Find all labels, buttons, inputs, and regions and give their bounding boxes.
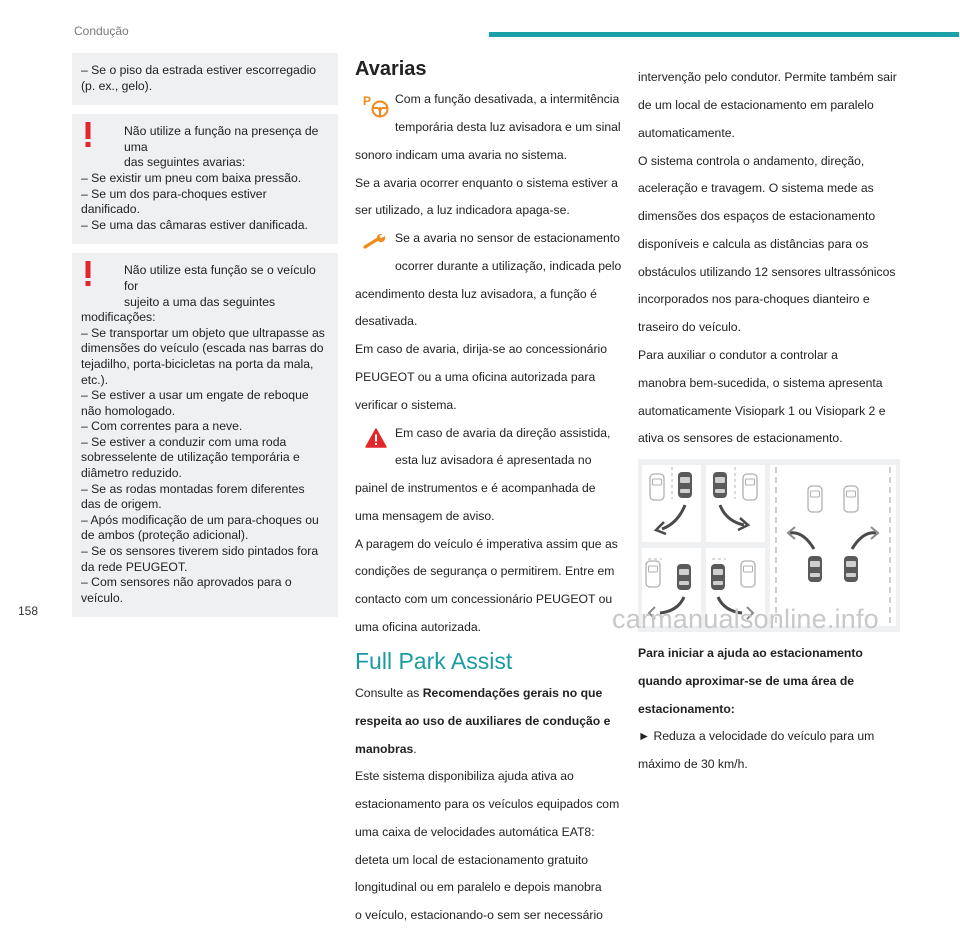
intro-text: Consulte as [355, 686, 423, 700]
text-line: Este sistema disponibiliza ajuda ativa ao [355, 769, 574, 784]
section-title-avarias: Avarias [355, 58, 427, 80]
text-line: não homologado. [81, 403, 176, 418]
text-line: ocorrer durante a utilização, indicada pelo [395, 258, 622, 273]
text-line: modificações: [81, 310, 156, 325]
wrench-icon [363, 234, 389, 255]
text-line: temporária desta luz avisadora e um sinal [395, 119, 621, 134]
text-line: máximo de 30 km/h. [638, 757, 748, 772]
recommendations-link-text: Recomendações gerais no que [422, 686, 603, 700]
text-line: A paragem do veículo é imperativa assim que as [355, 536, 618, 551]
text-line: Não utilize a função na presença de uma [124, 124, 319, 154]
text-line: – Se estiver a usar um engate de reboque [81, 388, 309, 403]
fault-block-park-assist [355, 92, 625, 219]
intro-text: . [413, 741, 417, 756]
text-line: – Se um dos para-choques estiver [81, 186, 267, 201]
text-line: danificado. [81, 202, 140, 217]
text-line: obstáculos utilizando 12 sensores ultrassónicos [638, 264, 896, 279]
text-line: intervenção pelo condutor. Permite também sair [638, 70, 897, 85]
text-line: longitudinal ou em paralelo e depois manobra [355, 880, 602, 895]
warning-triangle-icon [365, 428, 387, 453]
watermark: carmanualsonline.info [612, 604, 879, 634]
text-line: das de origem. [81, 497, 162, 512]
text-line: ativa os sensores de estacionamento. [638, 431, 843, 446]
text-line: da rede PEUGEOT. [81, 559, 188, 574]
text-line: manobra bem-sucedida, o sistema apresenta [638, 375, 883, 390]
text-line: verificar o sistema. [355, 397, 457, 412]
text-line: Para iniciar a ajuda ao estacionamento [638, 646, 863, 661]
text-line: desativada. [355, 314, 418, 329]
middle-column [355, 58, 625, 936]
text-line: respeita ao uso de auxiliares de condução e [355, 713, 611, 728]
text-line: de ambos (proteção adicional). [81, 528, 249, 543]
text-line: estacionamento para os veículos equipados com [355, 797, 620, 812]
text-line: Em caso de avaria da direção assistida, [395, 425, 611, 440]
text-line: dimensões do veículo (escada nas barras do [81, 341, 324, 356]
text-line: – Se os sensores tiverem sido pintados fora [81, 544, 319, 559]
text-line: Se a avaria ocorrer enquanto o sistema estiver a [355, 175, 618, 190]
text-line: diâmetro reduzido. [81, 466, 182, 481]
text-line: Em caso de avaria, dirija-se ao concessionário [355, 342, 607, 357]
fault-block-steering [355, 426, 625, 636]
text-line: uma caixa de velocidades automática EAT8: [355, 824, 595, 839]
text-line: PEUGEOT ou a uma oficina autorizada para [355, 370, 596, 384]
park-assist-steering-icon [363, 94, 393, 123]
text-line: – Com correntes para a neve. [81, 419, 243, 434]
text-line: – Se uma das câmaras estiver danificada. [81, 217, 308, 232]
text-line: Se a avaria no sensor de estacionamento [395, 231, 620, 246]
text-line: – Com sensores não aprovados para o [81, 575, 292, 590]
text-line [355, 742, 625, 758]
text-line: Com a função desativada, a intermitência [395, 92, 620, 107]
text-line: – Se estiver a conduzir com uma roda [81, 434, 287, 449]
text-line: veículo. [81, 590, 124, 605]
text-line: ► Reduza a velocidade do veículo para um [638, 729, 875, 744]
text-line: – Se o piso da estrada estiver escorregadio [81, 63, 317, 77]
text-line: – Após modificação de um para-choques ou [81, 512, 319, 527]
svg-text:P: P [363, 94, 372, 109]
text-line: etc.). [81, 372, 109, 387]
text-line: Para auxiliar o condutor a controlar a [638, 348, 838, 362]
text-line: – Se as rodas montadas forem diferentes [81, 481, 305, 496]
text-line: uma mensagem de aviso. [355, 508, 495, 523]
text-line: sujeito a uma das seguintes [124, 294, 276, 309]
text-line: das seguintes avarias: [124, 155, 246, 170]
info-box-slippery [72, 53, 338, 105]
right-column [638, 58, 906, 785]
header-section-title: Condução [74, 24, 129, 38]
text-line: automaticamente Visiopark 1 ou Visiopark 2 e [638, 403, 886, 418]
text-line: uma oficina autorizada. [355, 620, 482, 635]
text-line [355, 686, 625, 702]
text-line: estacionamento: [638, 701, 735, 716]
text-line: – Se existir um pneu com baixa pressão. [81, 170, 302, 185]
text-line: condições de segurança o permitirem. Entre em [355, 564, 615, 579]
text-line: automaticamente. [638, 125, 735, 140]
text-line: sobresselente de utilização temporária e [81, 450, 300, 465]
header-accent-bar [489, 32, 959, 37]
text-line: incorporados nos para-choques dianteiro e [638, 292, 870, 307]
text-line: O sistema controla o andamento, direção, [638, 153, 865, 168]
text-line: esta luz avisadora é apresentada no [395, 453, 592, 468]
exclamation-icon [83, 261, 93, 292]
text-line: quando aproximar-se de uma área de [638, 673, 855, 688]
warning-box-modifications [72, 253, 338, 617]
text-line: traseiro do veículo. [638, 320, 741, 335]
text-line: dimensões dos espaços de estacionamento [638, 209, 876, 224]
text-line: de um local de estacionamento em paralelo [638, 97, 874, 112]
text-line: disponíveis e calcula as distâncias para os [638, 236, 869, 251]
text-line: (p. ex., gelo). [81, 78, 153, 93]
section-title-full-park-assist: Full Park Assist [355, 647, 513, 674]
text-line: Não utilize esta função se o veículo for [124, 263, 316, 293]
text-line: ser utilizado, a luz indicadora apaga-se. [355, 203, 570, 218]
text-line: tejadilho, porta-bicicletas na porta da mala, [81, 356, 314, 371]
recommendations-link-text: manobras [355, 741, 414, 756]
text-line: painel de instrumentos e é acompanhada de [355, 481, 596, 496]
text-line: – Se transportar um objeto que ultrapasse as [81, 325, 325, 340]
warning-box-faults [72, 114, 338, 244]
text-line: acendimento desta luz avisadora, a função é [355, 286, 597, 301]
text-line: sonoro indicam uma avaria no sistema. [355, 147, 568, 162]
text-line: contacto com um concessionário PEUGEOT ou [355, 592, 613, 607]
text-line: deteta um local de estacionamento gratuito [355, 852, 589, 867]
left-column [72, 53, 338, 617]
text-line: o veículo, estacionando-o sem ser necessário [355, 908, 603, 923]
fault-block-sensor [355, 231, 625, 413]
exclamation-icon [83, 122, 93, 153]
text-line: aceleração e travagem. O sistema mede as [638, 181, 874, 196]
page-number: 158 [18, 604, 39, 618]
